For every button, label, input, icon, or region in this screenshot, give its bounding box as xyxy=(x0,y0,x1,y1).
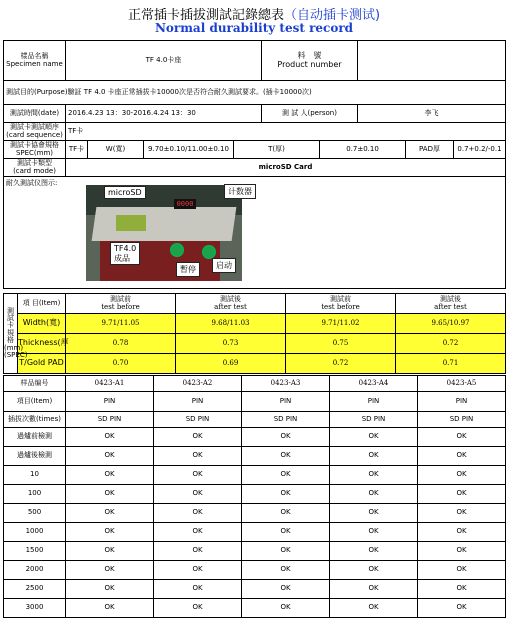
callout-pause: 暫停 xyxy=(176,262,200,277)
sequence-value: TF卡 xyxy=(66,123,506,141)
measure-row-gold-pad xyxy=(4,354,506,374)
measure-cell: 9.68/11.03 xyxy=(176,314,286,334)
sample-id-row xyxy=(4,376,506,392)
purpose-value: 驗証 TF 4.0 卡座正常插拔卡10000次是否符合耐久測試要求。(插卡10000次) xyxy=(67,87,312,96)
card-mode-value: microSD Card xyxy=(66,159,506,177)
result-cell: OK xyxy=(330,599,418,618)
sample-id: 0423-A2 xyxy=(154,376,242,392)
measure-cell: 0.69 xyxy=(176,354,286,374)
measure-side-label: 測試卡規格(mm)(SPEC) xyxy=(4,294,18,374)
result-row xyxy=(4,523,506,542)
measure-cell: 9.71/11.05 xyxy=(66,314,176,334)
spec-t-value: 0.7±0.10 xyxy=(320,141,406,159)
result-cell: OK xyxy=(418,466,506,485)
result-cell: OK xyxy=(154,561,242,580)
result-cell: OK xyxy=(154,447,242,466)
card-mode-label: 測試卡類型 (card mode) xyxy=(4,159,66,177)
result-cell: OK xyxy=(242,428,330,447)
result-row-label: 2000 xyxy=(4,561,66,580)
result-cell: OK xyxy=(66,542,154,561)
result-cell: OK xyxy=(330,542,418,561)
result-cell: OK xyxy=(154,542,242,561)
result-cell: OK xyxy=(330,523,418,542)
result-cell: OK xyxy=(66,428,154,447)
measure-row-thickness xyxy=(4,334,506,354)
result-cell: OK xyxy=(418,447,506,466)
spec-card: TF卡 xyxy=(66,141,88,159)
sample-id-label: 样品编号 xyxy=(4,376,66,392)
result-row-label: 過爐後檢測 xyxy=(4,447,66,466)
result-cell: OK xyxy=(418,580,506,599)
callout-microsd: microSD xyxy=(104,186,146,199)
times-row xyxy=(4,412,506,428)
result-cell: OK xyxy=(242,542,330,561)
partno-label: 料 號 Product number xyxy=(262,41,358,81)
result-cell: OK xyxy=(66,599,154,618)
times-row-label: 插拔次數(times) xyxy=(4,412,66,428)
result-cell: OK xyxy=(154,428,242,447)
result-cell: OK xyxy=(66,523,154,542)
result-cell: OK xyxy=(242,504,330,523)
measure-cell: 0.73 xyxy=(176,334,286,354)
spec-t-label: T(厚) xyxy=(234,141,320,159)
result-row-label: 500 xyxy=(4,504,66,523)
measure-cell: 9.71/11.02 xyxy=(286,314,396,334)
result-cell: OK xyxy=(418,485,506,504)
sample-id: 0423-A3 xyxy=(242,376,330,392)
result-cell: OK xyxy=(66,504,154,523)
report-title-main: 正常插卡插拔測試記錄總表 xyxy=(127,8,284,23)
result-cell: OK xyxy=(330,466,418,485)
measure-cell: 0.71 xyxy=(396,354,506,374)
spec-table xyxy=(3,140,506,289)
pause-button-icon xyxy=(170,243,184,257)
result-row xyxy=(4,447,506,466)
measure-item-label: 項 目(Item) xyxy=(18,294,66,314)
sample-id: 0423-A5 xyxy=(418,376,506,392)
result-cell: OK xyxy=(418,561,506,580)
result-cell: OK xyxy=(154,466,242,485)
measure-row-label: T/Gold PAD xyxy=(18,354,66,374)
green-board xyxy=(116,215,146,231)
report-title-suffix: （自动插卡测试) xyxy=(283,8,381,23)
measure-cell: 9.65/10.97 xyxy=(396,314,506,334)
result-cell: OK xyxy=(154,580,242,599)
result-cell: OK xyxy=(242,485,330,504)
spec-pad-value: 0.7+0.2/-0.1 xyxy=(454,141,506,159)
measure-group-3: 測試前 test before xyxy=(286,294,396,314)
sample-id: 0423-A4 xyxy=(330,376,418,392)
purpose-label: 測試目的(Purpose) xyxy=(6,87,68,96)
instrument-label: 耐久測試仪图示: xyxy=(6,179,58,187)
item-cell: PIN xyxy=(154,392,242,412)
result-cell: OK xyxy=(242,599,330,618)
callout-tf-product: TF4.0 成品 xyxy=(110,242,140,265)
measure-group-2: 測試後 after test xyxy=(176,294,286,314)
start-button-icon xyxy=(202,245,216,259)
result-cell: OK xyxy=(242,466,330,485)
result-cell: OK xyxy=(242,447,330,466)
times-cell: SD PIN xyxy=(154,412,242,428)
item-cell: PIN xyxy=(66,392,154,412)
result-cell: OK xyxy=(330,580,418,599)
results-table xyxy=(3,375,506,618)
result-row-label: 100 xyxy=(4,485,66,504)
report-title-english: Normal durability test record xyxy=(154,21,354,35)
result-row xyxy=(4,485,506,504)
measure-cell: 0.78 xyxy=(66,334,176,354)
date-label: 測試時間(date) xyxy=(4,105,66,123)
result-cell: OK xyxy=(330,428,418,447)
result-row-label: 1500 xyxy=(4,542,66,561)
item-cell: PIN xyxy=(242,392,330,412)
times-cell: SD PIN xyxy=(330,412,418,428)
result-row-label: 過爐前檢測 xyxy=(4,428,66,447)
result-cell: OK xyxy=(418,504,506,523)
measure-group-4: 測試後 after test xyxy=(396,294,506,314)
result-row xyxy=(4,428,506,447)
result-row xyxy=(4,580,506,599)
sequence-label: 測試卡測試順序 (card sequence) xyxy=(4,123,66,141)
person-value: 李飞 xyxy=(358,105,506,123)
callout-start: 启动 xyxy=(212,258,236,273)
result-cell: OK xyxy=(66,485,154,504)
measure-cell: 0.72 xyxy=(396,334,506,354)
measure-row-label: Width(寬) xyxy=(18,314,66,334)
measure-row-width xyxy=(4,314,506,334)
info-table xyxy=(3,40,506,141)
result-cell: OK xyxy=(66,580,154,599)
measure-cell: 0.72 xyxy=(286,354,396,374)
result-cell: OK xyxy=(330,561,418,580)
measure-table xyxy=(3,293,506,374)
measure-group-1: 測試前 test before xyxy=(66,294,176,314)
measure-cell: 0.70 xyxy=(66,354,176,374)
item-cell: PIN xyxy=(418,392,506,412)
measure-cell: 0.75 xyxy=(286,334,396,354)
result-cell: OK xyxy=(418,523,506,542)
result-cell: OK xyxy=(242,561,330,580)
result-cell: OK xyxy=(154,504,242,523)
result-cell: OK xyxy=(154,599,242,618)
result-cell: OK xyxy=(418,428,506,447)
specimen-value: TF 4.0卡座 xyxy=(66,41,262,81)
date-value: 2016.4.23 13：30-2016.4.24 13：30 xyxy=(66,105,262,123)
result-cell: OK xyxy=(242,580,330,599)
purpose-row xyxy=(4,81,506,105)
result-cell: OK xyxy=(66,561,154,580)
machine-body xyxy=(92,207,237,241)
times-cell: SD PIN xyxy=(418,412,506,428)
person-label: 測 試 人(person) xyxy=(262,105,358,123)
result-cell: OK xyxy=(330,447,418,466)
result-cell: OK xyxy=(66,466,154,485)
result-row-label: 10 xyxy=(4,466,66,485)
result-row xyxy=(4,561,506,580)
result-cell: OK xyxy=(418,542,506,561)
measure-row-label: Thickness(厚 xyxy=(18,334,66,354)
times-cell: SD PIN xyxy=(242,412,330,428)
sample-id: 0423-A1 xyxy=(66,376,154,392)
spec-w-label: W(寬) xyxy=(88,141,144,159)
spec-pad-label: PAD厚 xyxy=(406,141,454,159)
spec-label: 測試卡協會規格 SPEC(mm) xyxy=(4,141,66,159)
result-row-label: 2500 xyxy=(4,580,66,599)
counter-display: 0000 xyxy=(174,199,196,209)
result-row xyxy=(4,504,506,523)
spec-w-value: 9.70±0.10/11.00±0.10 xyxy=(144,141,234,159)
specimen-label: 樣品名稱 Specimen name xyxy=(4,41,66,81)
result-cell: OK xyxy=(154,523,242,542)
item-cell: PIN xyxy=(330,392,418,412)
times-cell: SD PIN xyxy=(66,412,154,428)
result-cell: OK xyxy=(66,447,154,466)
result-cell: OK xyxy=(330,485,418,504)
result-row xyxy=(4,466,506,485)
result-row-label: 3000 xyxy=(4,599,66,618)
partno-value xyxy=(358,41,506,81)
result-row xyxy=(4,599,506,618)
result-row-label: 1000 xyxy=(4,523,66,542)
result-cell: OK xyxy=(418,599,506,618)
item-row-label: 項目(Item) xyxy=(4,392,66,412)
result-cell: OK xyxy=(330,504,418,523)
item-row xyxy=(4,392,506,412)
result-row xyxy=(4,542,506,561)
result-cell: OK xyxy=(154,485,242,504)
callout-counter: 计数器 xyxy=(224,184,256,199)
result-cell: OK xyxy=(242,523,330,542)
